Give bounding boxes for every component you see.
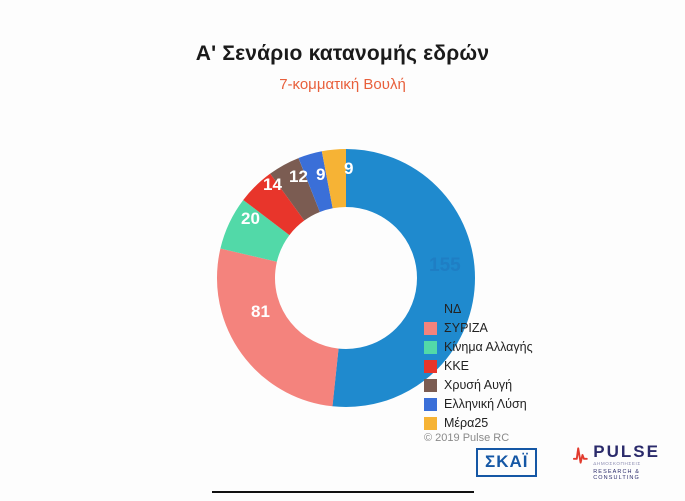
slice-value-nd: 155: [429, 255, 461, 276]
legend-label: ΝΔ: [444, 302, 462, 316]
legend-item-syriza[interactable]: [424, 319, 614, 337]
skai-logo: [476, 448, 537, 477]
page-subtitle: 7-κομματική Βουλή: [279, 76, 406, 93]
legend-label: ΚΚΕ: [444, 359, 470, 373]
legend-swatch-icon: [424, 360, 437, 373]
legend-label: Χρυσή Αυγή: [444, 378, 513, 392]
pulse-heartbeat-icon: [572, 444, 588, 466]
chart-legend: [424, 300, 614, 433]
legend-swatch-icon: [424, 379, 437, 392]
legend-swatch-icon: [424, 303, 437, 316]
slice-value-elliniki-lysi: 9: [316, 165, 326, 184]
pulse-logo: [572, 443, 685, 481]
footer-divider: [212, 491, 474, 493]
legend-item-elliniki-lysi[interactable]: [424, 395, 614, 413]
legend-label: Ελληνική Λύση: [444, 397, 527, 411]
slice-value-kinal: 20: [241, 209, 260, 228]
legend-swatch-icon: [424, 417, 437, 430]
pulse-logo-sub2: ΔΗΜΟΣΚΟΠΗΣΕΙΣ: [593, 461, 641, 467]
legend-label: Μέρα25: [444, 416, 489, 430]
legend-swatch-icon: [424, 398, 437, 411]
slice-value-mera25: 9: [344, 159, 354, 178]
legend-item-nd[interactable]: [424, 300, 614, 318]
legend-item-xa[interactable]: [424, 376, 614, 394]
legend-item-kinal[interactable]: [424, 338, 614, 356]
slice-value-syriza: 81: [251, 302, 270, 321]
legend-swatch-icon: [424, 322, 437, 335]
skai-logo-text: ΣΚΑΪ: [476, 448, 537, 477]
footer-bar: [0, 439, 685, 501]
page-title: Α' Σενάριο κατανομής εδρών: [195, 42, 490, 65]
legend-label: ΣΥΡΙΖΑ: [444, 321, 488, 335]
legend-item-kke[interactable]: [424, 357, 614, 375]
pulse-logo-sub: RESEARCH & CONSULTING: [593, 469, 640, 481]
legend-item-mera25[interactable]: [424, 414, 614, 432]
pulse-logo-text: PULSE: [593, 442, 660, 462]
legend-swatch-icon: [424, 341, 437, 354]
legend-label: Κίνημα Αλλαγής: [444, 340, 533, 354]
slice-value-kke: 14: [263, 175, 282, 194]
slice-value-xa: 12: [289, 167, 308, 186]
copyright-credit: © 2019 Pulse RC: [424, 432, 510, 444]
